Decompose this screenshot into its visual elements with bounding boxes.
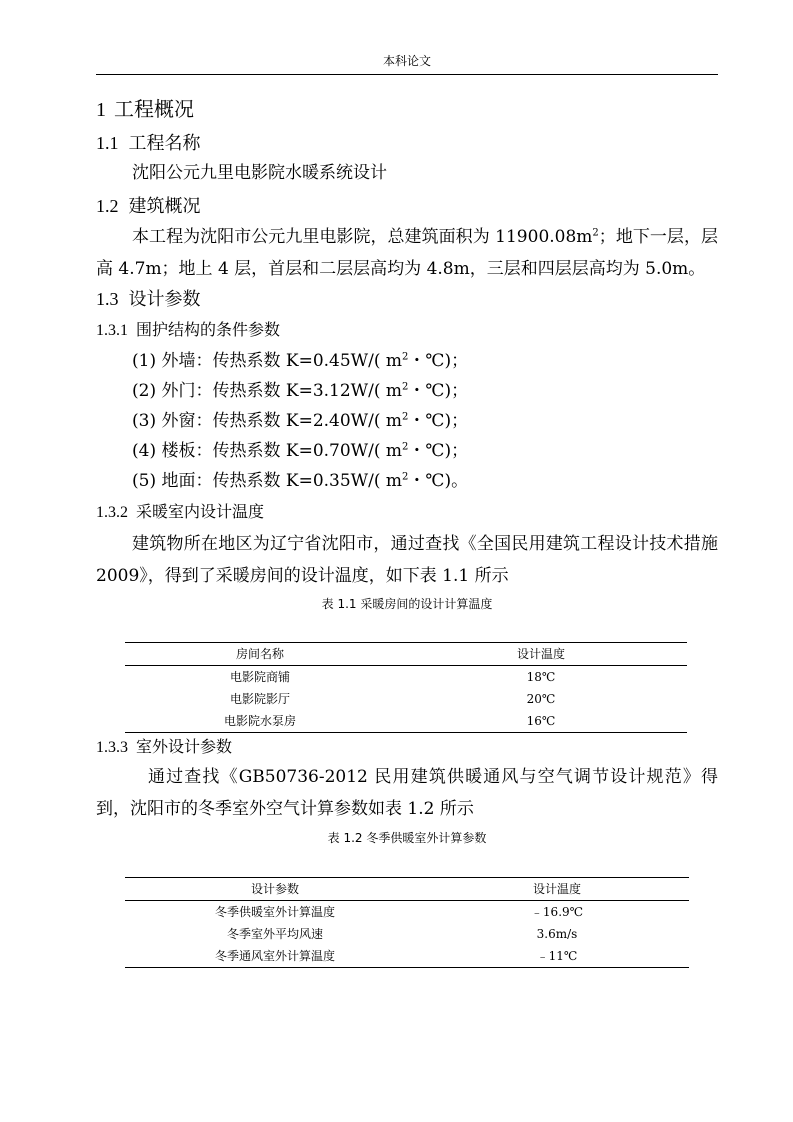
param-unit: ・℃)； bbox=[408, 381, 469, 401]
table-header-row bbox=[125, 878, 689, 901]
param-superscript: 2 bbox=[402, 381, 409, 393]
section-number: 1.2 bbox=[96, 196, 119, 216]
param-text: (5) 地面：传热系数 K=0.35W/( m bbox=[132, 471, 403, 491]
section-number: 1.3 bbox=[96, 289, 119, 309]
section-title: 建筑概况 bbox=[128, 196, 201, 217]
table-cell: 16℃ bbox=[395, 710, 687, 733]
section-number: 1.1 bbox=[96, 133, 119, 153]
heating-room-temperature-table bbox=[125, 642, 687, 733]
section-title: 围护结构的条件参数 bbox=[136, 320, 281, 339]
table-row bbox=[125, 688, 687, 710]
section-number: 1.3.2 bbox=[96, 504, 128, 521]
outdoor-parameters-paragraph: 通过查找《GB50736-2012 民用建筑供暖通风与空气调节设计规范》得到，沈阳市的冬季室外空气计算参数如表 1.2 所示 bbox=[96, 767, 718, 819]
header-divider bbox=[96, 74, 718, 75]
table-cell: ﹣11℃ bbox=[425, 945, 689, 968]
table-cell: 电影院商铺 bbox=[229, 670, 290, 684]
column-header: 房间名称 bbox=[125, 643, 395, 666]
envelope-param-item bbox=[132, 441, 468, 461]
table-header-row bbox=[125, 643, 687, 666]
table-cell: 18℃ bbox=[526, 670, 556, 684]
table-row bbox=[125, 923, 689, 945]
param-superscript: 2 bbox=[402, 441, 409, 453]
envelope-param-item bbox=[132, 381, 468, 401]
param-unit: ・℃)。 bbox=[408, 471, 469, 491]
table-2-caption: 表 1.2 冬季供暖室外计算参数 bbox=[327, 831, 487, 845]
section-1-2-heading bbox=[96, 195, 201, 218]
table-cell: 冬季室外平均风速 bbox=[226, 927, 323, 941]
table-row bbox=[125, 901, 689, 924]
table-cell: 20℃ bbox=[526, 692, 556, 706]
section-number: 1.3.3 bbox=[96, 739, 128, 756]
indoor-temperature-paragraph: 建筑物所在地区为辽宁省沈阳市，通过查找《全国民用建筑工程设计技术措施 2009》，得到了采暖房间的设计温度，如下表 1.1 所示 bbox=[96, 534, 718, 586]
table-cell: 冬季通风室外计算温度 bbox=[125, 945, 425, 968]
table-1-caption: 表 1.1 采暖房间的设计计算温度 bbox=[321, 597, 493, 611]
section-1-3-heading bbox=[96, 288, 201, 311]
column-header: 设计温度 bbox=[425, 878, 689, 901]
section-1-3-1-heading bbox=[96, 320, 280, 341]
section-1-1-heading bbox=[96, 132, 201, 155]
param-superscript: 2 bbox=[402, 471, 409, 483]
building-overview-paragraph bbox=[96, 221, 718, 285]
area-superscript: 2 bbox=[592, 227, 599, 239]
section-1-heading bbox=[96, 97, 194, 122]
page-header: 本科论文 bbox=[382, 54, 431, 68]
project-name: 沈阳公元九里电影院水暖系统设计 bbox=[132, 163, 387, 183]
table-cell: 电影院影厅 bbox=[229, 692, 290, 706]
table-cell: 冬季供暖室外计算温度 bbox=[214, 905, 335, 919]
param-unit: ・℃)； bbox=[408, 411, 469, 431]
section-title: 采暖室内设计温度 bbox=[136, 502, 265, 521]
column-header: 设计温度 bbox=[395, 643, 687, 666]
winter-outdoor-parameters-table bbox=[125, 877, 689, 968]
param-text: (4) 楼板：传热系数 K=0.70W/( m bbox=[132, 441, 403, 461]
section-1-3-3-heading bbox=[96, 737, 232, 758]
param-superscript: 2 bbox=[402, 411, 409, 423]
section-1-3-2-heading bbox=[96, 502, 264, 523]
param-text: (2) 外门：传热系数 K=3.12W/( m bbox=[132, 381, 403, 401]
param-text: (3) 外窗：传热系数 K=2.40W/( m bbox=[132, 411, 403, 431]
envelope-param-item bbox=[132, 471, 468, 491]
table-row bbox=[125, 710, 687, 733]
param-unit: ・℃)； bbox=[408, 351, 469, 371]
table-cell: 电影院水泵房 bbox=[125, 710, 395, 733]
table-row bbox=[125, 666, 687, 689]
section-number: 1 bbox=[96, 99, 106, 121]
section-number: 1.3.1 bbox=[96, 322, 128, 339]
section-title: 室外设计参数 bbox=[136, 737, 233, 756]
table-cell: ﹣16.9℃ bbox=[530, 905, 584, 919]
envelope-param-item bbox=[132, 351, 468, 371]
column-header: 设计参数 bbox=[125, 878, 425, 901]
table-row bbox=[125, 945, 689, 968]
section-title: 设计参数 bbox=[128, 289, 201, 310]
table-cell: 3.6m/s bbox=[536, 927, 578, 941]
param-unit: ・℃)； bbox=[408, 441, 469, 461]
param-text: (1) 外墙：传热系数 K=0.45W/( m bbox=[132, 351, 403, 371]
section-title: 工程概况 bbox=[114, 97, 194, 121]
section-title: 工程名称 bbox=[128, 133, 201, 154]
overview-text-post: ；地下一层，层高 4.7m；地上 4 层，首层和二层层高均为 4.8m，三层和四层层高均为 5.0m。 bbox=[96, 227, 719, 279]
param-superscript: 2 bbox=[402, 351, 409, 363]
overview-text-pre: 本工程为沈阳市公元九里电影院，总建筑面积为 11900.08m bbox=[132, 227, 593, 247]
envelope-param-item bbox=[132, 411, 468, 431]
